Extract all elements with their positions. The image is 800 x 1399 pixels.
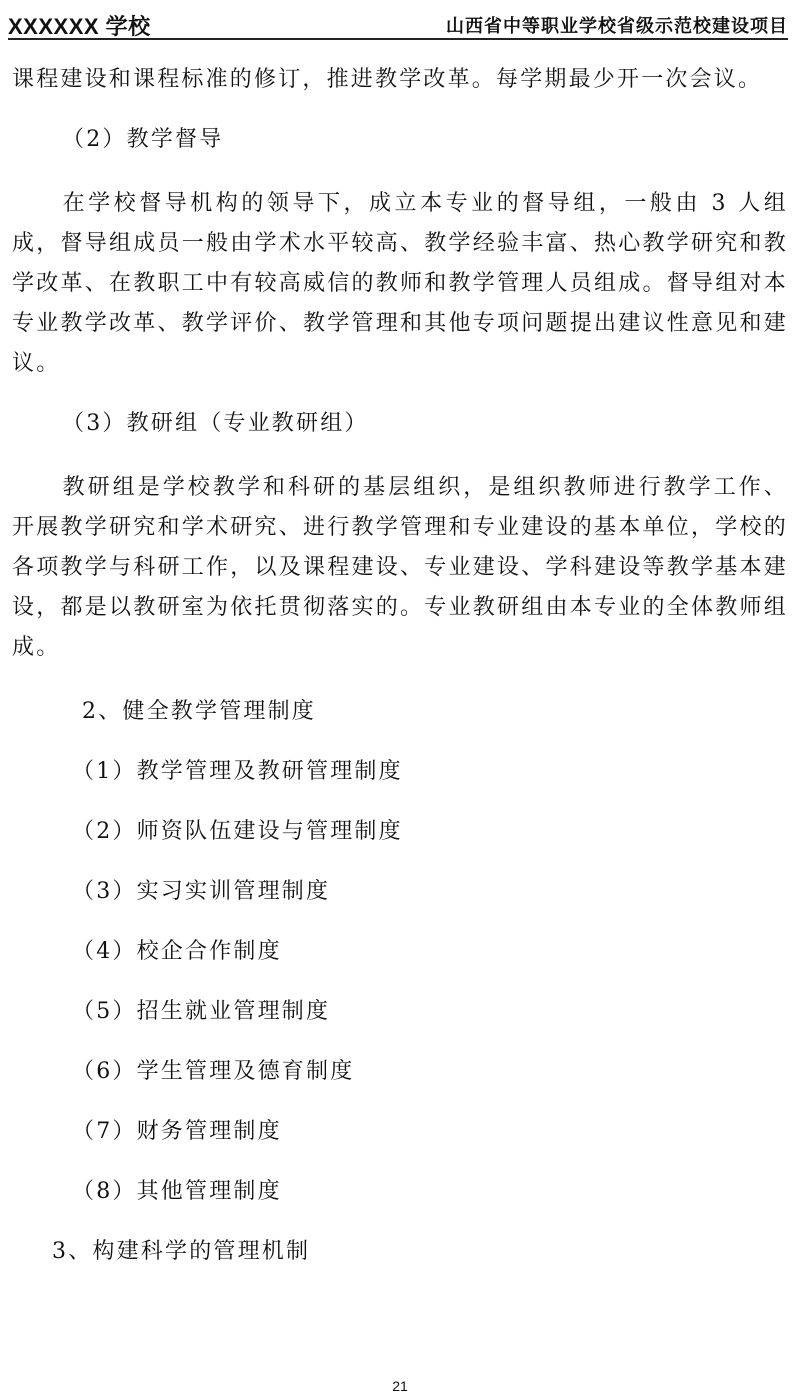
school-name: XXXXXX 学校 [8, 14, 151, 39]
list-item: （2）师资队伍建设与管理制度 [72, 819, 403, 844]
list-item: （7）财务管理制度 [72, 1119, 282, 1144]
paragraph-teaching-research-group: 教研组是学校教学和科研的基层组织，是组织教师进行教学工作、开展教学研究和学术研究、进行教学管理和专业建设的基本单位，学校的各项教学与科研工作，以及课程建设、专业建设、学科建设等教学基本建设，都是以教研室为依托贯彻落实的。专业教研组由本专业的全体教师组成。 [12, 475, 788, 660]
section-heading-2: 2、健全教学管理制度 [82, 699, 316, 724]
page-number: 21 [392, 1378, 408, 1394]
section-heading-3: 3、构建科学的管理机制 [52, 1239, 311, 1264]
list-item: （8）其他管理制度 [72, 1179, 282, 1204]
list-item: （1）教学管理及教研管理制度 [72, 759, 403, 784]
list-item: （6）学生管理及德育制度 [72, 1059, 355, 1084]
subheading-teaching-research-group: （3）教研组（专业教研组） [62, 411, 369, 436]
paragraph-supervision: 在学校督导机构的领导下，成立本专业的督导组，一般由 3 人组成，督导组成员一般由学术水平较高、教学经验丰富、热心教学研究和教学改革、在教职工中有较高威信的教师和教学管理人员组成。督导组对本专业教学改革、教学评价、教学管理和其他专项问题提出建议性意见和建议。 [12, 191, 788, 376]
document-body [12, 60, 788, 1272]
project-title: 山西省中等职业学校省级示范校建设项目 [446, 16, 788, 37]
page-header [8, 8, 788, 40]
paragraph-continuation: 课程建设和课程标准的修订，推进教学改革。每学期最少开一次会议。 [12, 67, 763, 92]
list-item: （4）校企合作制度 [72, 939, 282, 964]
list-item: （3）实习实训管理制度 [72, 879, 331, 904]
subheading-supervision: （2）教学督导 [62, 127, 224, 152]
list-item: （5）招生就业管理制度 [72, 999, 331, 1024]
